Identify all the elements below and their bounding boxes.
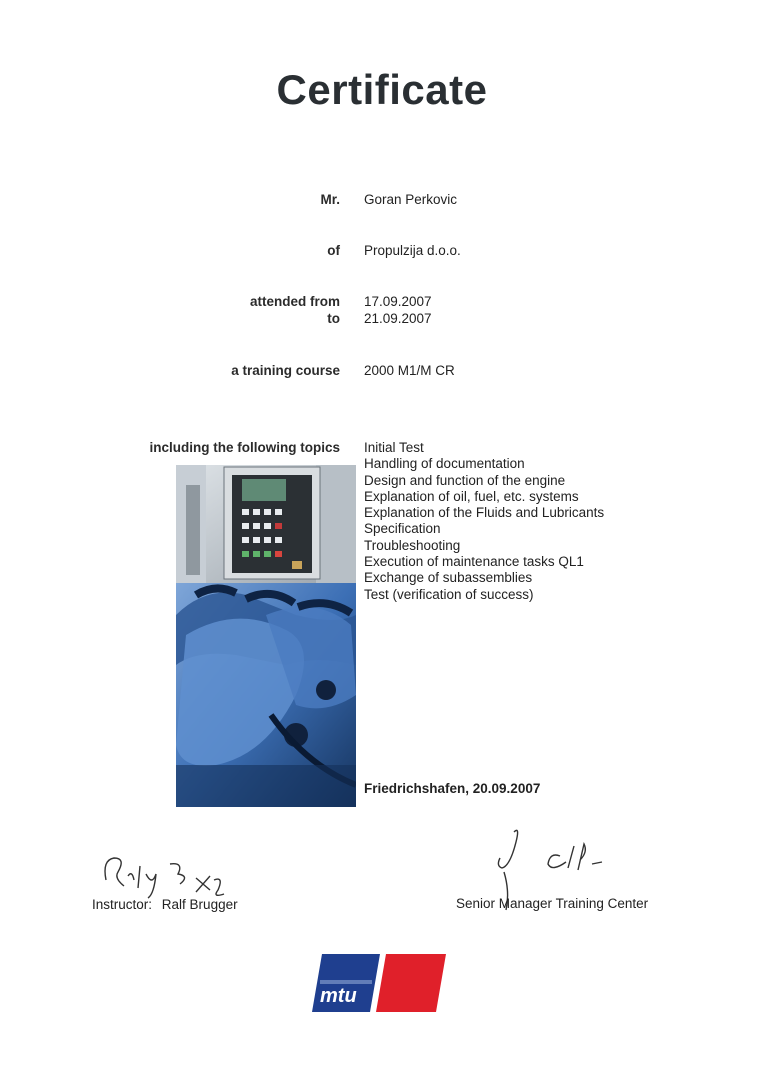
place-date: Friedrichshafen, 20.09.2007 <box>364 781 541 796</box>
topic-item: Explanation of oil, fuel, etc. systems <box>364 488 579 504</box>
course-label: a training course <box>231 363 340 378</box>
topic-item: Handling of documentation <box>364 456 525 472</box>
manager-role: Senior Manager Training Center <box>456 896 649 911</box>
company-name: Propulzija d.o.o. <box>364 243 461 258</box>
date-from: 17.09.2007 <box>364 294 432 309</box>
instructor-name: Ralf Brugger <box>161 897 238 912</box>
instructor-line <box>92 897 238 912</box>
mtu-logo <box>308 952 448 1014</box>
topic-item: Exchange of subassemblies <box>364 570 533 586</box>
topic-item: Design and function of the engine <box>364 472 566 488</box>
date-to: 21.09.2007 <box>364 311 432 326</box>
participant-name: Goran Perkovic <box>364 192 458 207</box>
topic-item: Specification <box>364 521 441 537</box>
attended-from-label: attended from <box>249 294 340 309</box>
topic-item: Explanation of the Fluids and Lubricants <box>364 505 605 521</box>
topic-item: Initial Test <box>364 440 424 455</box>
certificate-title: Certificate <box>276 66 488 113</box>
instructor-role: Instructor: <box>92 897 153 912</box>
course-name: 2000 M1/M CR <box>364 363 455 378</box>
topic-item: Test (verification of success) <box>364 586 534 602</box>
to-label: to <box>327 311 340 326</box>
topic-item: Troubleshooting <box>364 537 461 553</box>
topics-list <box>364 440 604 603</box>
instructor-signature <box>100 850 240 900</box>
engine-photo <box>176 465 356 807</box>
of-label: of <box>327 243 340 258</box>
svg-text:mtu: mtu <box>320 985 357 1007</box>
topics-label: including the following topics <box>149 440 340 455</box>
topic-item: Execution of maintenance tasks QL1 <box>364 554 584 570</box>
salutation-label: Mr. <box>320 192 340 207</box>
